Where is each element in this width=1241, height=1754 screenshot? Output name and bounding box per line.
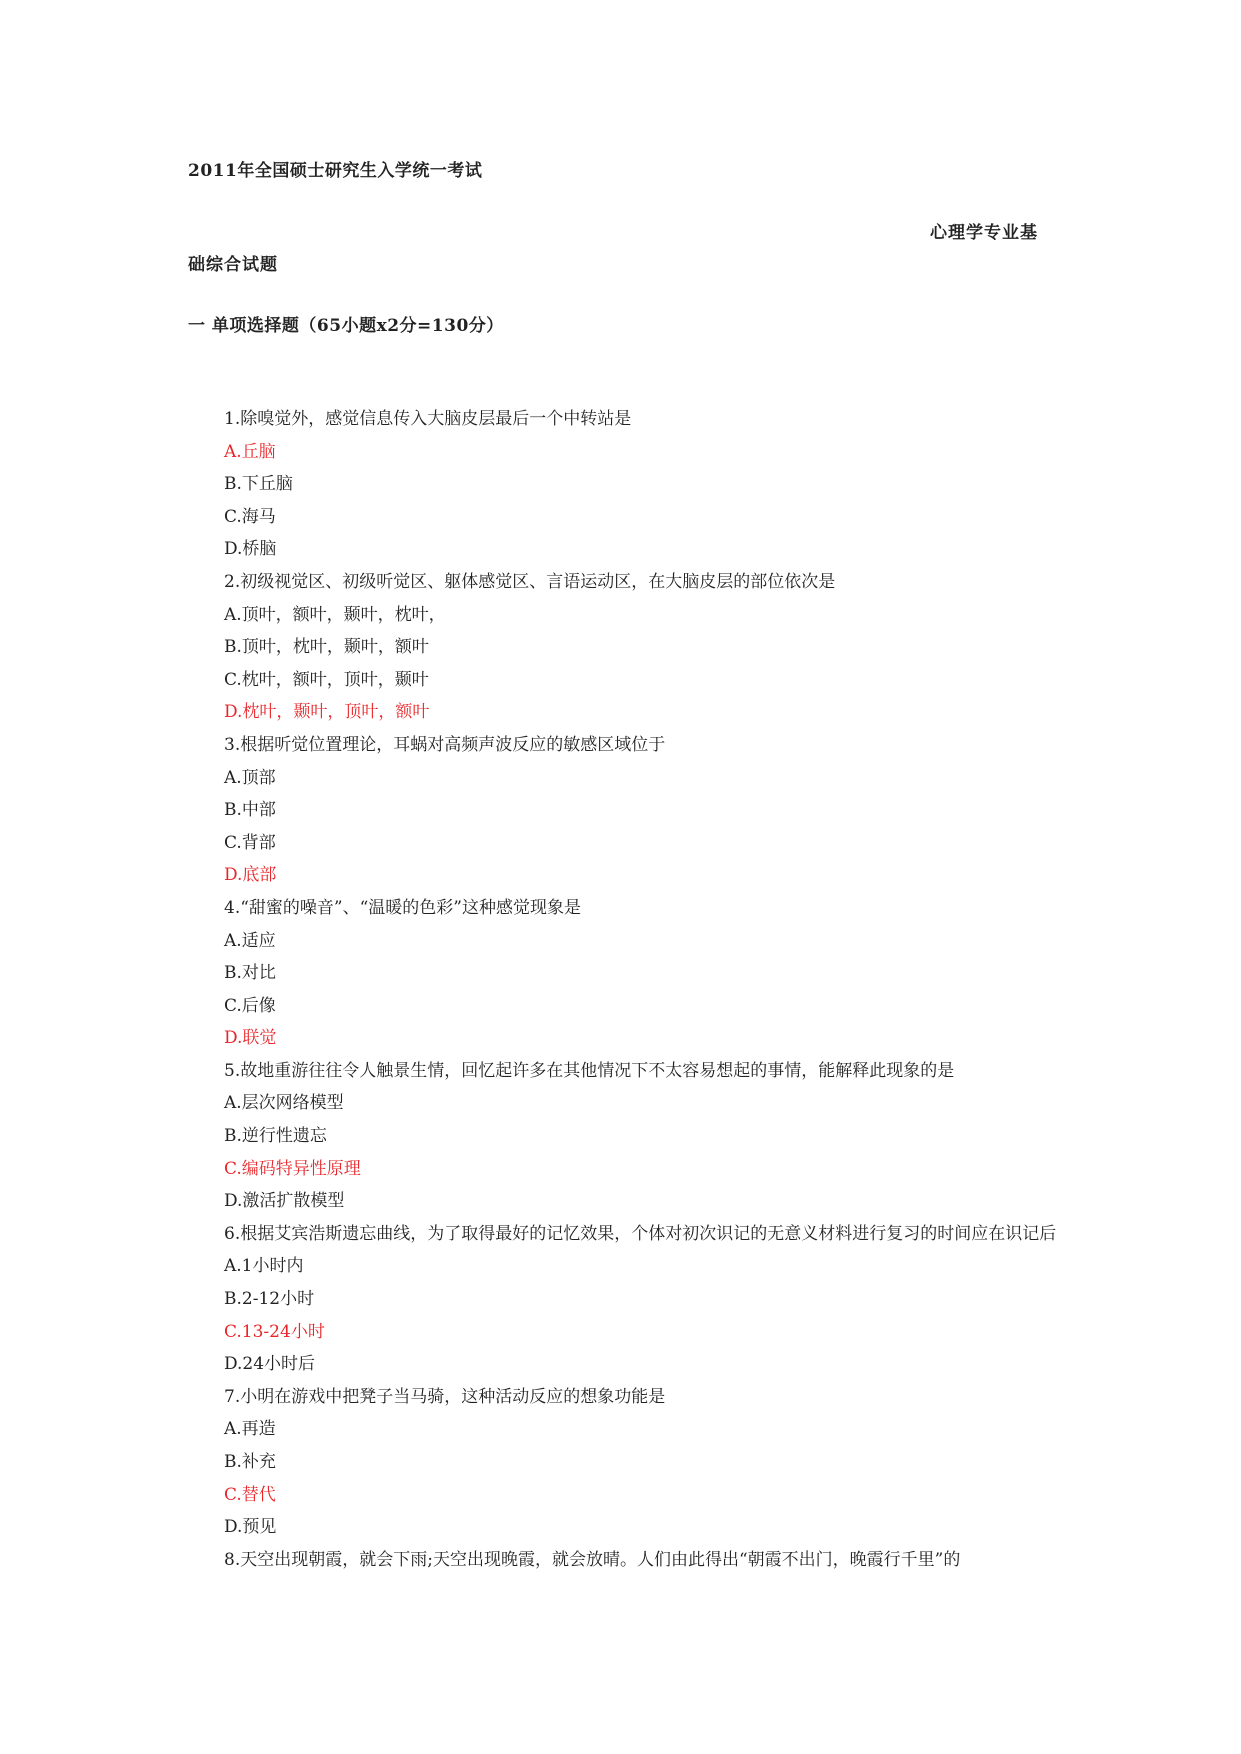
answer-option: B.补充 [224, 1452, 276, 1472]
answer-option-correct: D.枕叶，颞叶，顶叶，额叶 [224, 702, 430, 723]
answer-option: A.1小时内 [224, 1256, 304, 1277]
exam-title: 2011年全国硕士研究生入学统一考试 [188, 161, 483, 181]
answer-option: A.顶部 [224, 767, 276, 788]
answer-option: B.2-12小时 [224, 1289, 315, 1310]
answer-option: B.下丘脑 [224, 474, 293, 495]
answer-option-correct: D.联觉 [224, 1028, 277, 1049]
answer-option: A.适应 [224, 930, 276, 951]
answer-option: B.顶叶，枕叶，颞叶，额叶 [224, 637, 429, 658]
answer-option-correct: C.替代 [224, 1484, 276, 1505]
answer-option: A.再造 [224, 1419, 276, 1440]
answer-option: B.中部 [224, 800, 276, 821]
question-stem: 5.故地重游往往令人触景生情，回忆起许多在其他情况下不太容易想起的事情，能解释此现象的是 [224, 1060, 955, 1081]
question-stem: 2.初级视觉区、初级听觉区、躯体感觉区、言语运动区，在大脑皮层的部位依次是 [224, 571, 836, 592]
question-stem: 7.小明在游戏中把凳子当马骑，这种活动反应的想象功能是 [224, 1386, 666, 1407]
question-stem: 3.根据听觉位置理论，耳蜗对高频声波反应的敏感区域位于 [224, 734, 666, 755]
answer-option: C.海马 [224, 506, 276, 527]
answer-option: B.对比 [224, 963, 276, 984]
question-list [188, 403, 1058, 1576]
answer-option-correct: D.底部 [224, 865, 277, 886]
answer-option: D.预见 [224, 1517, 277, 1538]
answer-option: D.桥脑 [224, 539, 277, 560]
answer-option-correct: C.编码特异性原理 [224, 1158, 361, 1179]
question-stem: 4.“甜蜜的噪音”、“温暖的色彩”这种感觉现象是 [224, 897, 581, 918]
question-stem: 6.根据艾宾浩斯遗忘曲线，为了取得最好的记忆效果，个体对初次识记的无意义材料进行复习的时间应在识记后 [224, 1223, 1057, 1244]
answer-option: D.激活扩散模型 [224, 1191, 345, 1212]
answer-option-correct: C.13-24小时 [224, 1321, 325, 1342]
question-stem: 1.除嗅觉外，感觉信息传入大脑皮层最后一个中转站是 [224, 409, 632, 429]
question-stem: 8.天空出现朝霞，就会下雨;天空出现晚霞，就会放晴。人们由此得出“朝霞不出门，晚霞行千里”的 [224, 1549, 961, 1570]
answer-option: C.背部 [224, 832, 276, 853]
section-heading: 一 单项选择题（65小题x2分=130分） [188, 316, 504, 336]
exam-subtitle-part2: 础综合试题 [188, 255, 278, 275]
answer-option: D.24小时后 [224, 1354, 316, 1375]
answer-option: C.枕叶，额叶，顶叶，颞叶 [224, 669, 429, 690]
answer-option: A.层次网络模型 [224, 1093, 344, 1114]
answer-option: C.后像 [224, 995, 276, 1016]
exam-subtitle-part1: 心理学专业基 [930, 223, 1038, 243]
answer-option-correct: A.丘脑 [224, 441, 276, 462]
answer-option: A.顶叶，额叶，颞叶，枕叶， [224, 604, 446, 625]
answer-option: B.逆行性遗忘 [224, 1126, 327, 1147]
